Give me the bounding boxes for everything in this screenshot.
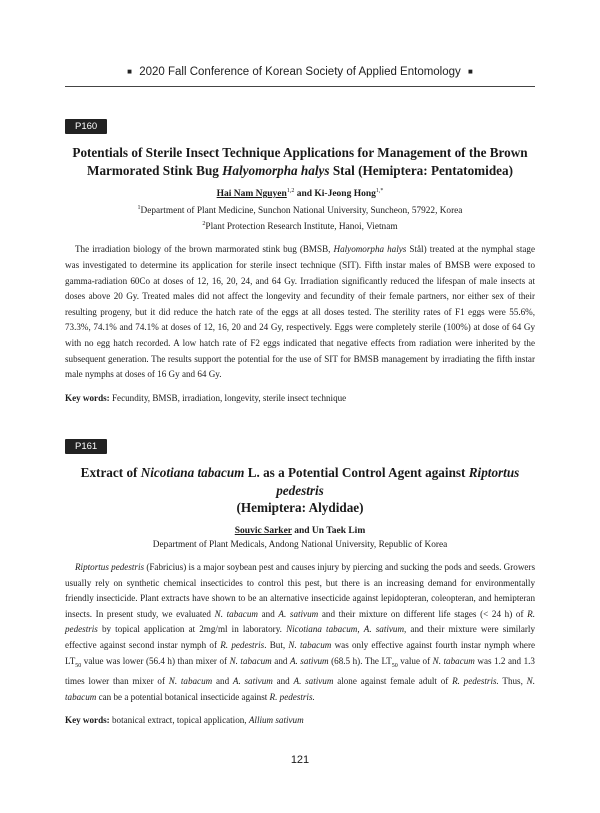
body-segment: value was lower (56.4 h) than mixer of: [81, 655, 230, 666]
keywords: Key words: Fecundity, BMSB, irradiation, longevity, sterile insect technique: [65, 392, 347, 403]
conference-name: 2020 Fall Conference of Korean Society of Applied Entomology: [139, 66, 461, 78]
presenting-author: Souvic Sarker: [234, 525, 292, 536]
body-segment: and: [272, 675, 294, 686]
affiliation: Department of Plant Medicals, Andong National University, Republic of Korea: [152, 539, 448, 550]
body-segment: N. tabacum: [214, 608, 258, 619]
author: Ki-Jeong Hong: [314, 189, 376, 200]
abstract-p160: [65, 116, 535, 405]
body-segment: and their mixture on different life stages (< 24 h) of: [318, 608, 528, 619]
body-segment: . But,: [264, 639, 289, 650]
affiliations: $^1$Department of Plant Medicine, Sunchon National University, Suncheon, 57922, Korea $^2$Plant Protection Research Institute, Hanoi, Vietnam: [137, 205, 463, 232]
abstract-p161: [65, 436, 535, 727]
body-segment: ,: [357, 624, 364, 635]
body-segment: was only effective against fourth instar nymph where LT: [65, 639, 536, 666]
body-segment: R. pedestris.: [452, 675, 499, 686]
body-segment: A. sativum: [232, 675, 273, 686]
body-segment: value of: [397, 655, 433, 666]
body-segment: Riptortus pedestris: [75, 562, 145, 572]
body-segment: N. tabacum: [432, 655, 475, 666]
author-list: Hai Nam Nguyen$^{1,2}$ and Ki-Jeong Hong$^{1,*}$: [216, 188, 384, 200]
square-bullet-icon: ■: [127, 67, 133, 76]
body-segment: was 1.2 and 1.3 times lower than mixer of: [65, 655, 535, 686]
body-segment: R. pedestris: [65, 608, 535, 635]
body-segment: Nicotiana tabacum: [286, 624, 358, 635]
header-divider: [65, 86, 535, 87]
body-segment: A. sativum: [293, 675, 334, 686]
body-segment: can be a potential botanical insecticide against: [96, 691, 270, 702]
abstract-tag: P161: [65, 439, 107, 454]
keywords: Key words: botanical extract, topical application, Allium sativum: [65, 715, 304, 726]
abstract-title: Potentials of Sterile Insect Technique Applications for Management of the Brown Marmorated Stink Bug Halyomorpha halys Stal (Hemiptera: Pentatomidea): [72, 145, 528, 178]
body-segment: and: [271, 655, 290, 666]
square-bullet-icon: ■: [467, 67, 473, 76]
body-segment: R. pedestris.: [269, 691, 315, 702]
body-segment: (Fabricius) is a major soybean pest and causes injury by piercing and sucking the pods and seeds. Growers usually rely on synthetic chemical insecticides to control this pest, but there is an increasing demand for environmentally friendly insecticide. Plant extracts have shown to be an alternative insecticide against lepidopteran, coleopteran, and hemipteran insects. In present study, we evaluated: [65, 562, 535, 619]
body-segment: Thus,: [498, 675, 527, 686]
body-segment: N. tabacum: [168, 675, 213, 686]
body-segment: 50: [391, 662, 398, 669]
page-number: 121: [290, 754, 310, 766]
author-list: Souvic Sarker and Un Taek Lim: [234, 525, 366, 536]
body-segment: and: [257, 608, 279, 619]
body-segment: (68.5 h). The LT: [328, 655, 392, 666]
body-segment: , and their mixture were similarly effective against second instar nymph of: [65, 624, 535, 650]
body-segment: N. tabacum: [229, 655, 272, 666]
abstract-body: [65, 560, 535, 705]
body-segment: A. sativum: [289, 655, 329, 666]
body-segment: alone against female adult of: [333, 675, 453, 686]
body-segment: A. sativum: [278, 608, 319, 619]
abstract-body: The irradiation biology of the brown marmorated stink bug (BMSB, Halyomorpha halys Stål) treated at the nymphal stage was investigated to determine its application for sterile insect technique (SIT). Fifth instar males of BMSB were exposed to gamma-radiation 60Co at doses of 12, 16, 20, 24, and 64 Gy. Irradiation significantly reduced the lifespan of male insects at doses above 20 Gy. Treated males did not affect the longevity and fecundity of their female partners, nor either sex of their resulting progeny, but it did reduce the hatch rate of the eggs at all doses tested. The sterility rates of F1 eggs were 55.6%, 73.3%, 74.1% and 74.1% at doses of 12, 16, 20 and 24 Gy, respectively. Eggs were completely sterile (100%) at dose of 64 Gy with no egg hatch recorded. A low hatch rate of F2 eggs indicated that negative effects from radiation were inherited by the subsequent generation. The results support the potential for the use of SIT for BMSB management by irradiating the fifth instar male nymphs at doses of 16 Gy and 64 Gy.: [65, 244, 535, 380]
body-segment: N. tabacum: [65, 675, 535, 702]
body-segment: by topical application at 2mg/ml in laboratory.: [97, 624, 287, 635]
body-segment: 50: [75, 662, 82, 669]
abstract-tag: P160: [65, 119, 107, 134]
body-segment: and: [212, 675, 233, 686]
body-segment: R. pedestris: [220, 639, 265, 650]
body-segment: A. sativum: [363, 624, 405, 635]
body-segment: N. tabacum: [288, 639, 332, 650]
presenting-author: Hai Nam Nguyen: [216, 189, 287, 200]
abstract-title: Extract of Nicotiana tabacum L. as a Potential Control Agent against Riptortus pedestris (Hemiptera: Alydidae): [80, 465, 520, 515]
running-header: [65, 66, 535, 78]
